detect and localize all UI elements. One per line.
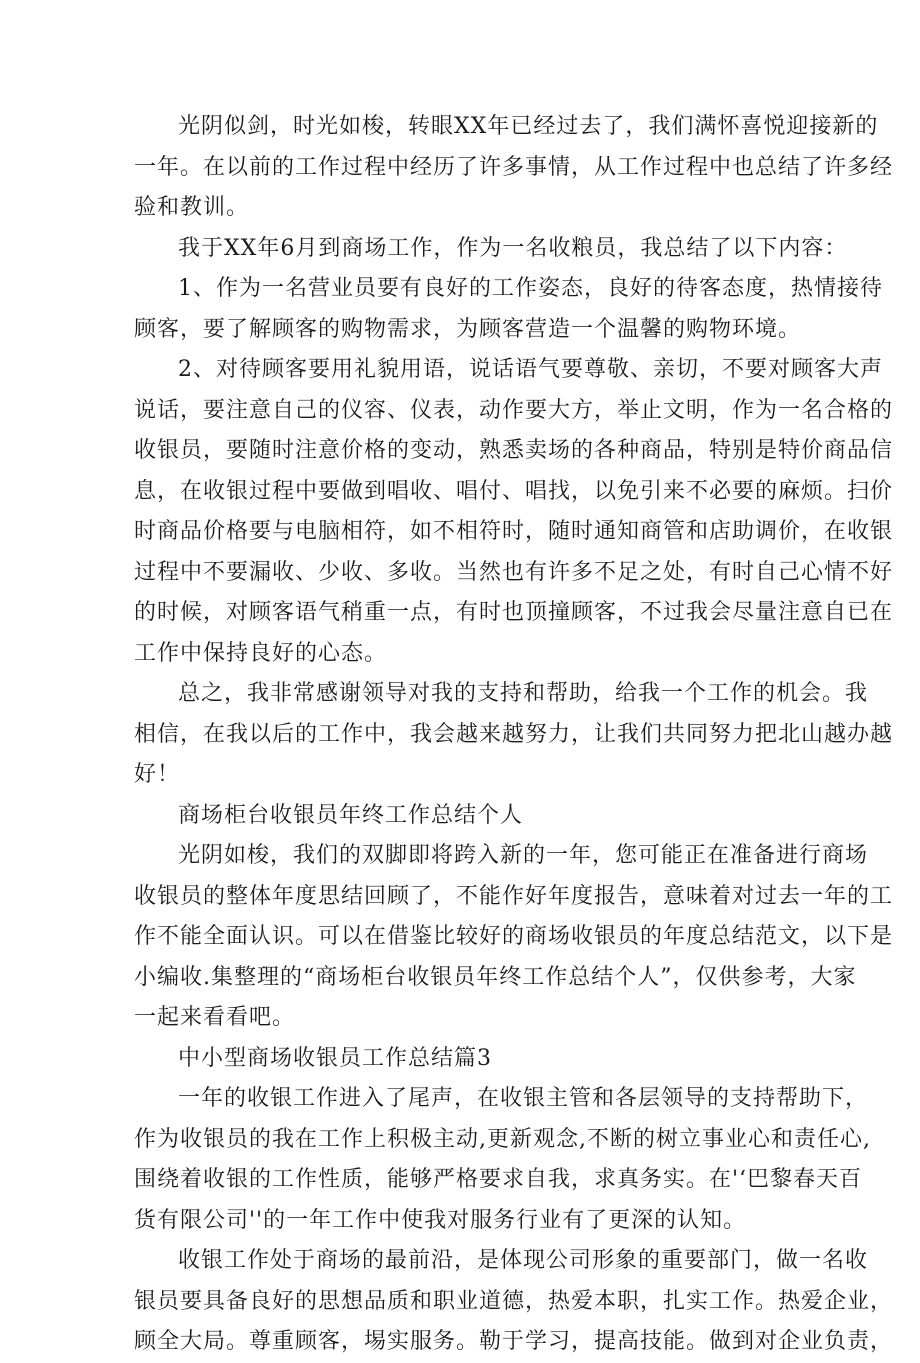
text-line: 时商品价格要与电脑相符，如不相符时，随时通知商管和店助调价，在收银 — [134, 519, 894, 544]
text-line: 总之，我非常感谢领导对我的支持和帮助，给我一个工作的机会。我 — [178, 681, 869, 706]
text-line: 收银员，要随时注意价格的变动，熟悉卖场的各种商品，特别是特价商品信 — [134, 438, 894, 463]
text-line: 中小型商场收银员工作总结篇3 — [178, 1045, 492, 1071]
document-body — [134, 107, 894, 1363]
text-line: 工作中保持良好的心态。 — [134, 640, 388, 666]
text-line: 光阴似剑，时光如梭，转眼XX年已经过去了，我们满怀喜悦迎接新的 — [178, 114, 879, 139]
text-line: 2、对待顾客要用礼貌用语，说话语气要尊敬、亲切，不要对顾客大声 — [178, 357, 883, 382]
text-line: 验和教训。 — [134, 195, 250, 220]
text-line: 银员要具备良好的思想品质和职业道德，热爱本职，扎实工作。热爱企业， — [134, 1288, 894, 1314]
text-line: 好！ — [134, 762, 181, 787]
text-line: 商场柜台收银员年终工作总结个人 — [178, 802, 524, 828]
text-line: 1、作为一名营业员要有良好的工作姿态，良好的待客态度，热情接待 — [178, 276, 883, 301]
text-line: 收银员的整体年度思结回顾了，不能作好年度报告，意味着对过去一年的工 — [134, 883, 894, 909]
text-line: 相信，在我以后的工作中，我会越来越努力，让我们共同努力把北山越办越 — [134, 721, 894, 747]
text-line: 我于XX年6月到商场工作，作为一名收粮员，我总结了以下内容： — [178, 235, 848, 261]
text-line: 一年的收银工作进入了尾声，在收银主管和各层领导的支持帮助下， — [178, 1086, 869, 1111]
text-line: 作不能全面认识。可以在借鉴比较好的商场收银员的年度总结范文，以下是 — [134, 924, 894, 949]
text-line: 作为收银员的我在工作上积极主动,更新观念,不断的树立事业心和责任心, — [134, 1126, 871, 1152]
text-line: 的时候，对顾客语气稍重一点，有时也顶撞顾客，不过我会尽量注意自已在 — [134, 600, 894, 625]
text-line: 收银工作处于商场的最前沿，是体现公司形象的重要部门，做一名收 — [178, 1248, 869, 1273]
text-line: 一起来看看吧。 — [134, 1005, 296, 1030]
text-line: 货有限公司''的一年工作中使我对服务行业有了更深的认知。 — [134, 1207, 747, 1233]
text-line: 顾客，要了解顾客的购物需求，为顾客营造一个温馨的购物环境。 — [134, 316, 802, 342]
text-line: 小编收.集整理的“商场柜台收银员年终工作总结个人”，仅供参考，大家 — [134, 964, 857, 990]
text-line: 光阴如梭，我们的双脚即将跨入新的一年，您可能正在准备进行商场 — [178, 843, 869, 868]
text-line: 围绕着收银的工作性质，能够严格要求自我，求真务实。在'‘巴黎春天百 — [134, 1167, 863, 1192]
text-line: 一年。在以前的工作过程中经历了许多事情，从工作过程中也总结了许多经 — [134, 154, 894, 180]
text-line: 息，在收银过程中要做到唱收、唱付、唱找，以免引来不必要的麻烦。扫价 — [134, 478, 894, 504]
text-line: 过程中不要漏收、少收、多收。当然也有许多不足之处，有时自己心情不好 — [134, 559, 894, 585]
text-line: 顾全大局。尊重顾客，埸实服务。勒于学习，提高技能。做到对企业负责， — [134, 1329, 894, 1354]
text-line: 说话，要注意自己的仪容、仪表，动作要大方，举止文明，作为一名合格的 — [134, 397, 894, 423]
